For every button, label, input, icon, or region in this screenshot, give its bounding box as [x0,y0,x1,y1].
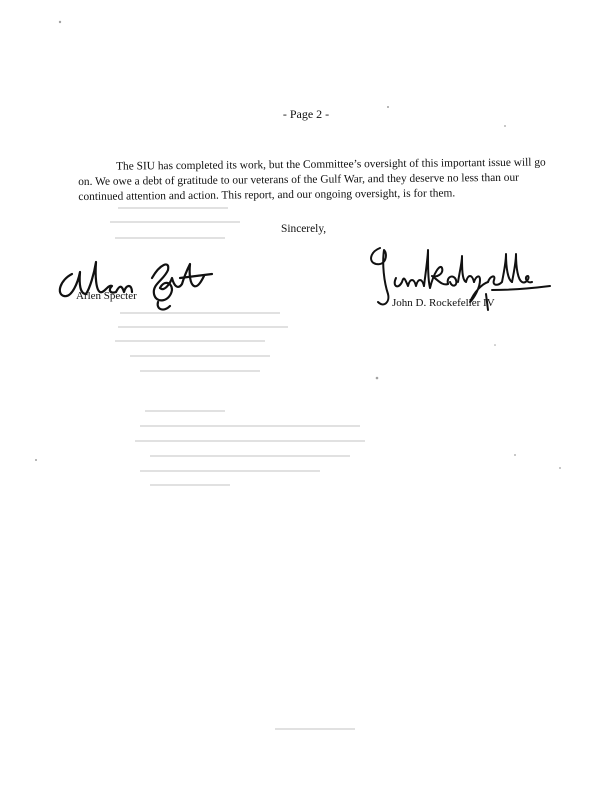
signature-arlen-specter [52,244,232,314]
signatory-name-specter: Arlen Specter [76,290,137,302]
body-paragraph-text: The SIU has completed its work, but the Committee’s oversight of this important issue will go on. We owe a debt of gratitude to our veterans of the Gulf War, and they deserve no less than our continued attention and action. This report, and our ongoing oversight, is for them. [78,156,546,203]
page-number: - Page 2 - [282,107,330,121]
signatory-name-rockefeller: John D. Rockefeller IV [392,297,495,309]
closing-salutation: Sincerely, [281,223,327,235]
body-paragraph [78,155,548,205]
